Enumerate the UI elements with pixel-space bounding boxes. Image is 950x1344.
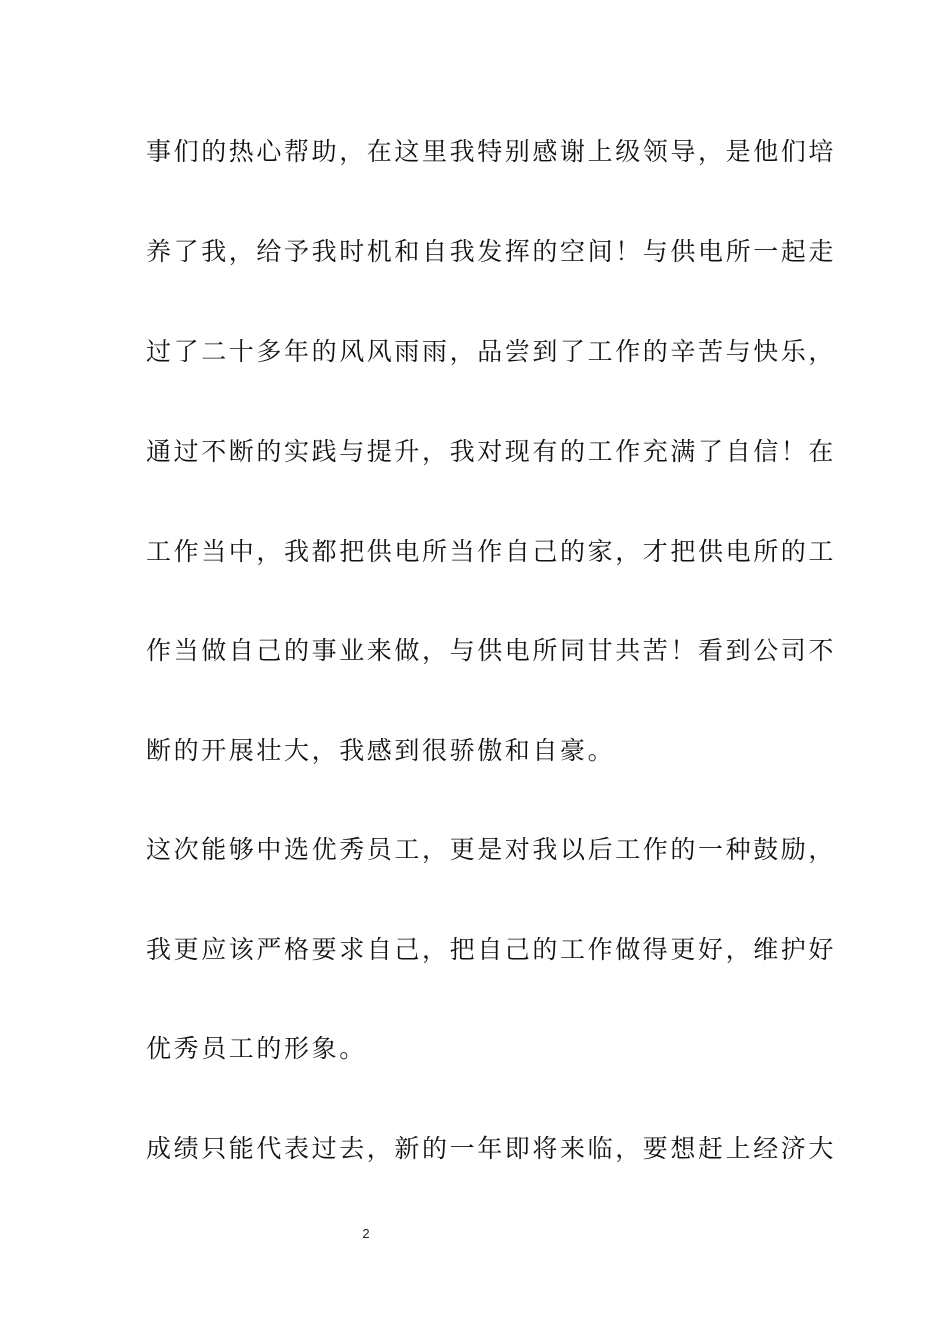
- body-text-line: 工作当中，我都把供电所当作自己的家，才把供电所的工: [146, 537, 837, 566]
- body-text-line: 作当做自己的事业来做，与供电所同甘共苦！看到公司不: [146, 636, 837, 665]
- body-text-line: 这次能够中选优秀员工，更是对我以后工作的一种鼓励，: [146, 835, 837, 864]
- body-text-line: 养了我，给予我时机和自我发挥的空间！与供电所一起走: [146, 237, 837, 266]
- body-text-line: 断的开展壮大，我感到很骄傲和自豪。: [146, 736, 616, 765]
- page-number: 2: [362, 1226, 370, 1241]
- body-text-line: 成绩只能代表过去，新的一年即将来临，要想赶上经济大: [146, 1134, 837, 1163]
- body-text-line: 事们的热心帮助，在这里我特别感谢上级领导，是他们培: [146, 137, 837, 166]
- body-text-line: 通过不断的实践与提升，我对现有的工作充满了自信！在: [146, 437, 837, 466]
- body-text-line: 我更应该严格要求自己，把自己的工作做得更好，维护好: [146, 935, 837, 964]
- body-text-line: 优秀员工的形象。: [146, 1034, 367, 1063]
- body-text-line: 过了二十多年的风风雨雨，品尝到了工作的辛苦与快乐，: [146, 337, 837, 366]
